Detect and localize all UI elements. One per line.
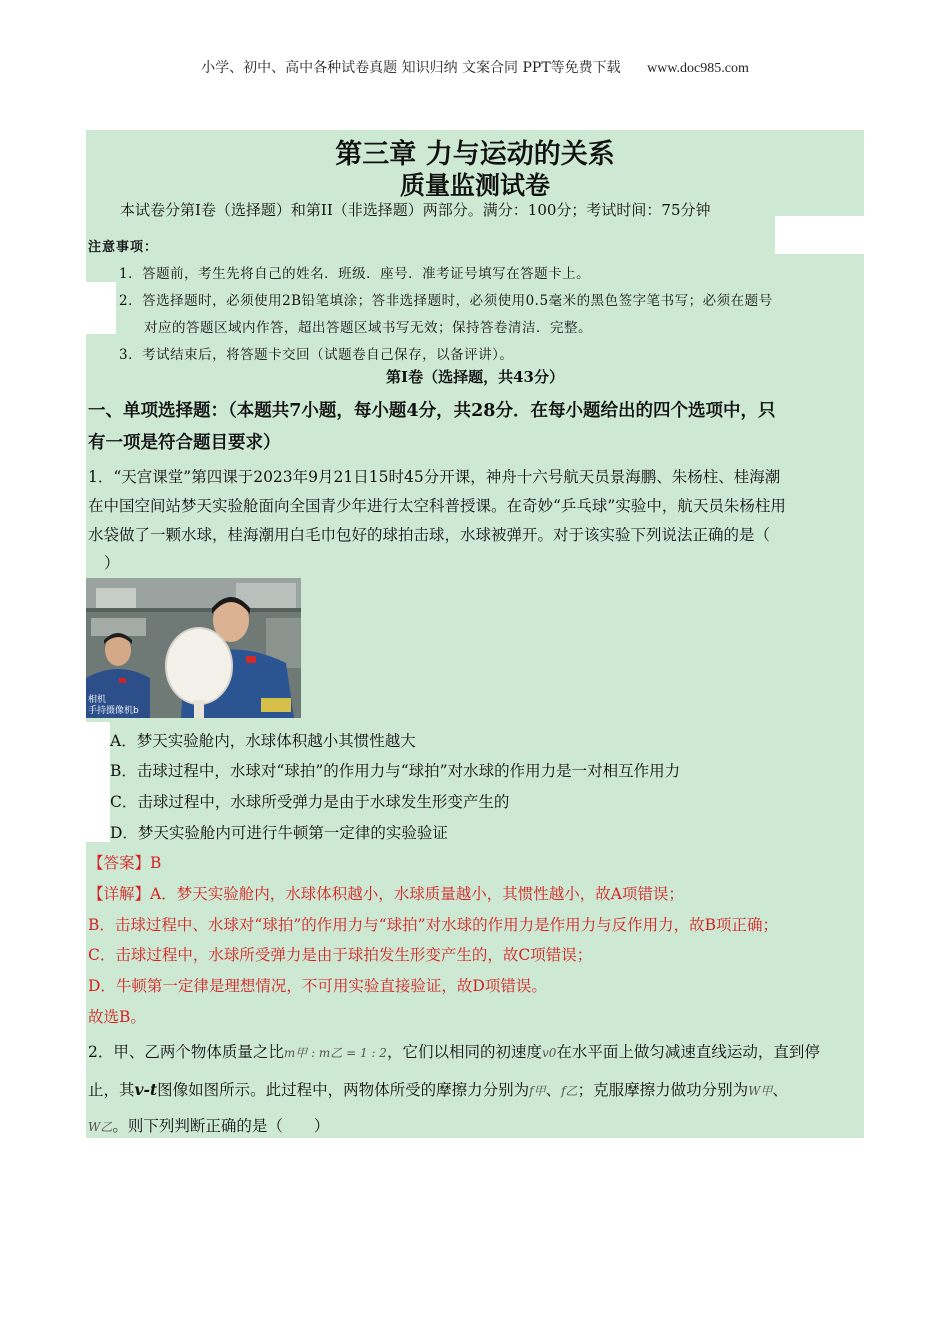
section-header: 第Ⅰ卷（选择题，共43分）: [386, 368, 564, 386]
q2-text: 、: [545, 1081, 562, 1099]
q1-line: ）: [104, 554, 120, 572]
page-header: [0, 57, 950, 77]
q2-text: 、: [772, 1081, 788, 1099]
work-yi-symbol: W乙: [88, 1120, 113, 1134]
exam-intro: 本试卷分第I卷（选择题）和第II（非选择题）两部分。满分：100分；考试时间：75分钟: [120, 201, 711, 219]
q2-line-3: [88, 1114, 329, 1136]
work-jia-symbol: W甲: [748, 1084, 773, 1098]
q2-text: 图像如图所示。此过程中，两物体所受的摩擦力分别为: [157, 1081, 530, 1099]
white-patch: [86, 722, 110, 842]
notice-item-1: 1．答题前，考生先将自己的姓名．班级．座号．准考证号填写在答题卡上。: [119, 266, 591, 282]
q1-detail: 【详解】A．梦天实验舱内，水球体积越小，水球质量越小，其惯性越小，故A项错误；: [88, 885, 684, 903]
mass-ratio-formula: m甲 : m乙 = 1 : 2: [283, 1046, 387, 1060]
friction-yi-symbol: f乙: [561, 1084, 578, 1098]
vt-label: v-t: [134, 1080, 158, 1099]
q2-text: 。则下列判断正确的是（ ）: [112, 1117, 330, 1135]
white-patch: [775, 216, 864, 254]
notice-item-2: 2．答选择题时，必须使用2B铅笔填涂；答非选择题时，必须使用0.5毫米的黑色签字笔书写；必须在题号: [119, 293, 773, 309]
notice-item-2-cont: 对应的答题区域内作答，超出答题区域书写无效；保持答卷清洁．完整。: [144, 320, 592, 336]
q1-line: 1．“天宫课堂”第四课于2023年9月21日15时45分开课，神舟十六号航天员景海鹏、朱杨柱、桂海潮: [88, 468, 781, 486]
photo-caption: 相机: [88, 695, 107, 705]
q2-text: ，它们以相同的初速度: [386, 1043, 542, 1061]
header-site-link[interactable]: www.doc985.com: [647, 61, 749, 76]
q1-photo: [86, 578, 301, 718]
q1-line: 在中国空间站梦天实验舱面向全国青少年进行太空科普授课。在奇妙“乒乓球”实验中，航天员朱杨柱用: [88, 497, 786, 515]
q1-option-a: A．梦天实验舱内，水球体积越小其惯性越大: [110, 732, 416, 750]
white-patch: [86, 282, 116, 334]
q1-answer: 【答案】B: [88, 854, 162, 872]
q2-text: ；克服摩擦力做功分别为: [577, 1081, 749, 1099]
q2-line-2: [88, 1078, 788, 1100]
astronaut-photo: [86, 578, 301, 718]
section-title: 一、单项选择题：（本题共7小题，每小题4分，共28分．在每小题给出的四个选项中，只: [88, 401, 776, 421]
q2-text: 在水平面上做匀减速直线运动，直到停: [556, 1043, 820, 1061]
friction-jia-symbol: f甲: [529, 1084, 546, 1098]
q2-text: 止，其: [88, 1081, 135, 1099]
exam-title: 第三章 力与运动的关系: [335, 139, 615, 170]
q1-detail: D．牛顿第一定律是理想情况，不可用实验直接验证，故D项错误。: [88, 977, 547, 995]
initial-velocity-symbol: v0: [541, 1046, 557, 1060]
q2-text: 2．甲、乙两个物体质量之比: [88, 1043, 284, 1061]
notice-title: 注意事项：: [88, 240, 159, 255]
q1-detail: B．击球过程中、水球对“球拍”的作用力与“球拍”对水球的作用力是作用力与反作用力，故B项正确；: [88, 916, 778, 934]
exam-subtitle: 质量监测试卷: [399, 171, 550, 200]
q1-detail: C．击球过程中，水球所受弹力是由于球拍发生形变产生的，故C项错误；: [88, 946, 593, 964]
q2-line-1: [88, 1040, 820, 1062]
header-text: 小学、初中、高中各种试卷真题 知识归纳 文案合同 PPT等免费下载: [201, 60, 621, 76]
q1-option-b: B．击球过程中，水球对“球拍”的作用力与“球拍”对水球的作用力是一对相互作用力: [110, 762, 681, 780]
section-title-cont: 有一项是符合题目要求）: [88, 433, 281, 453]
notice-item-3: 3．考试结束后，将答题卡交回（试题卷自己保存，以备评讲）。: [119, 347, 514, 363]
q1-option-c: C．击球过程中，水球所受弹力是由于水球发生形变产生的: [110, 793, 510, 811]
q1-conclusion: 故选B。: [88, 1008, 146, 1026]
q1-option-d: D．梦天实验舱内可进行牛顿第一定律的实验验证: [110, 824, 448, 842]
q1-line: 水袋做了一颗水球，桂海潮用白毛巾包好的球拍击球，水球被弹开。对于该实验下列说法正确的是（: [88, 526, 771, 544]
photo-caption: 手持摄像机b: [88, 706, 139, 716]
